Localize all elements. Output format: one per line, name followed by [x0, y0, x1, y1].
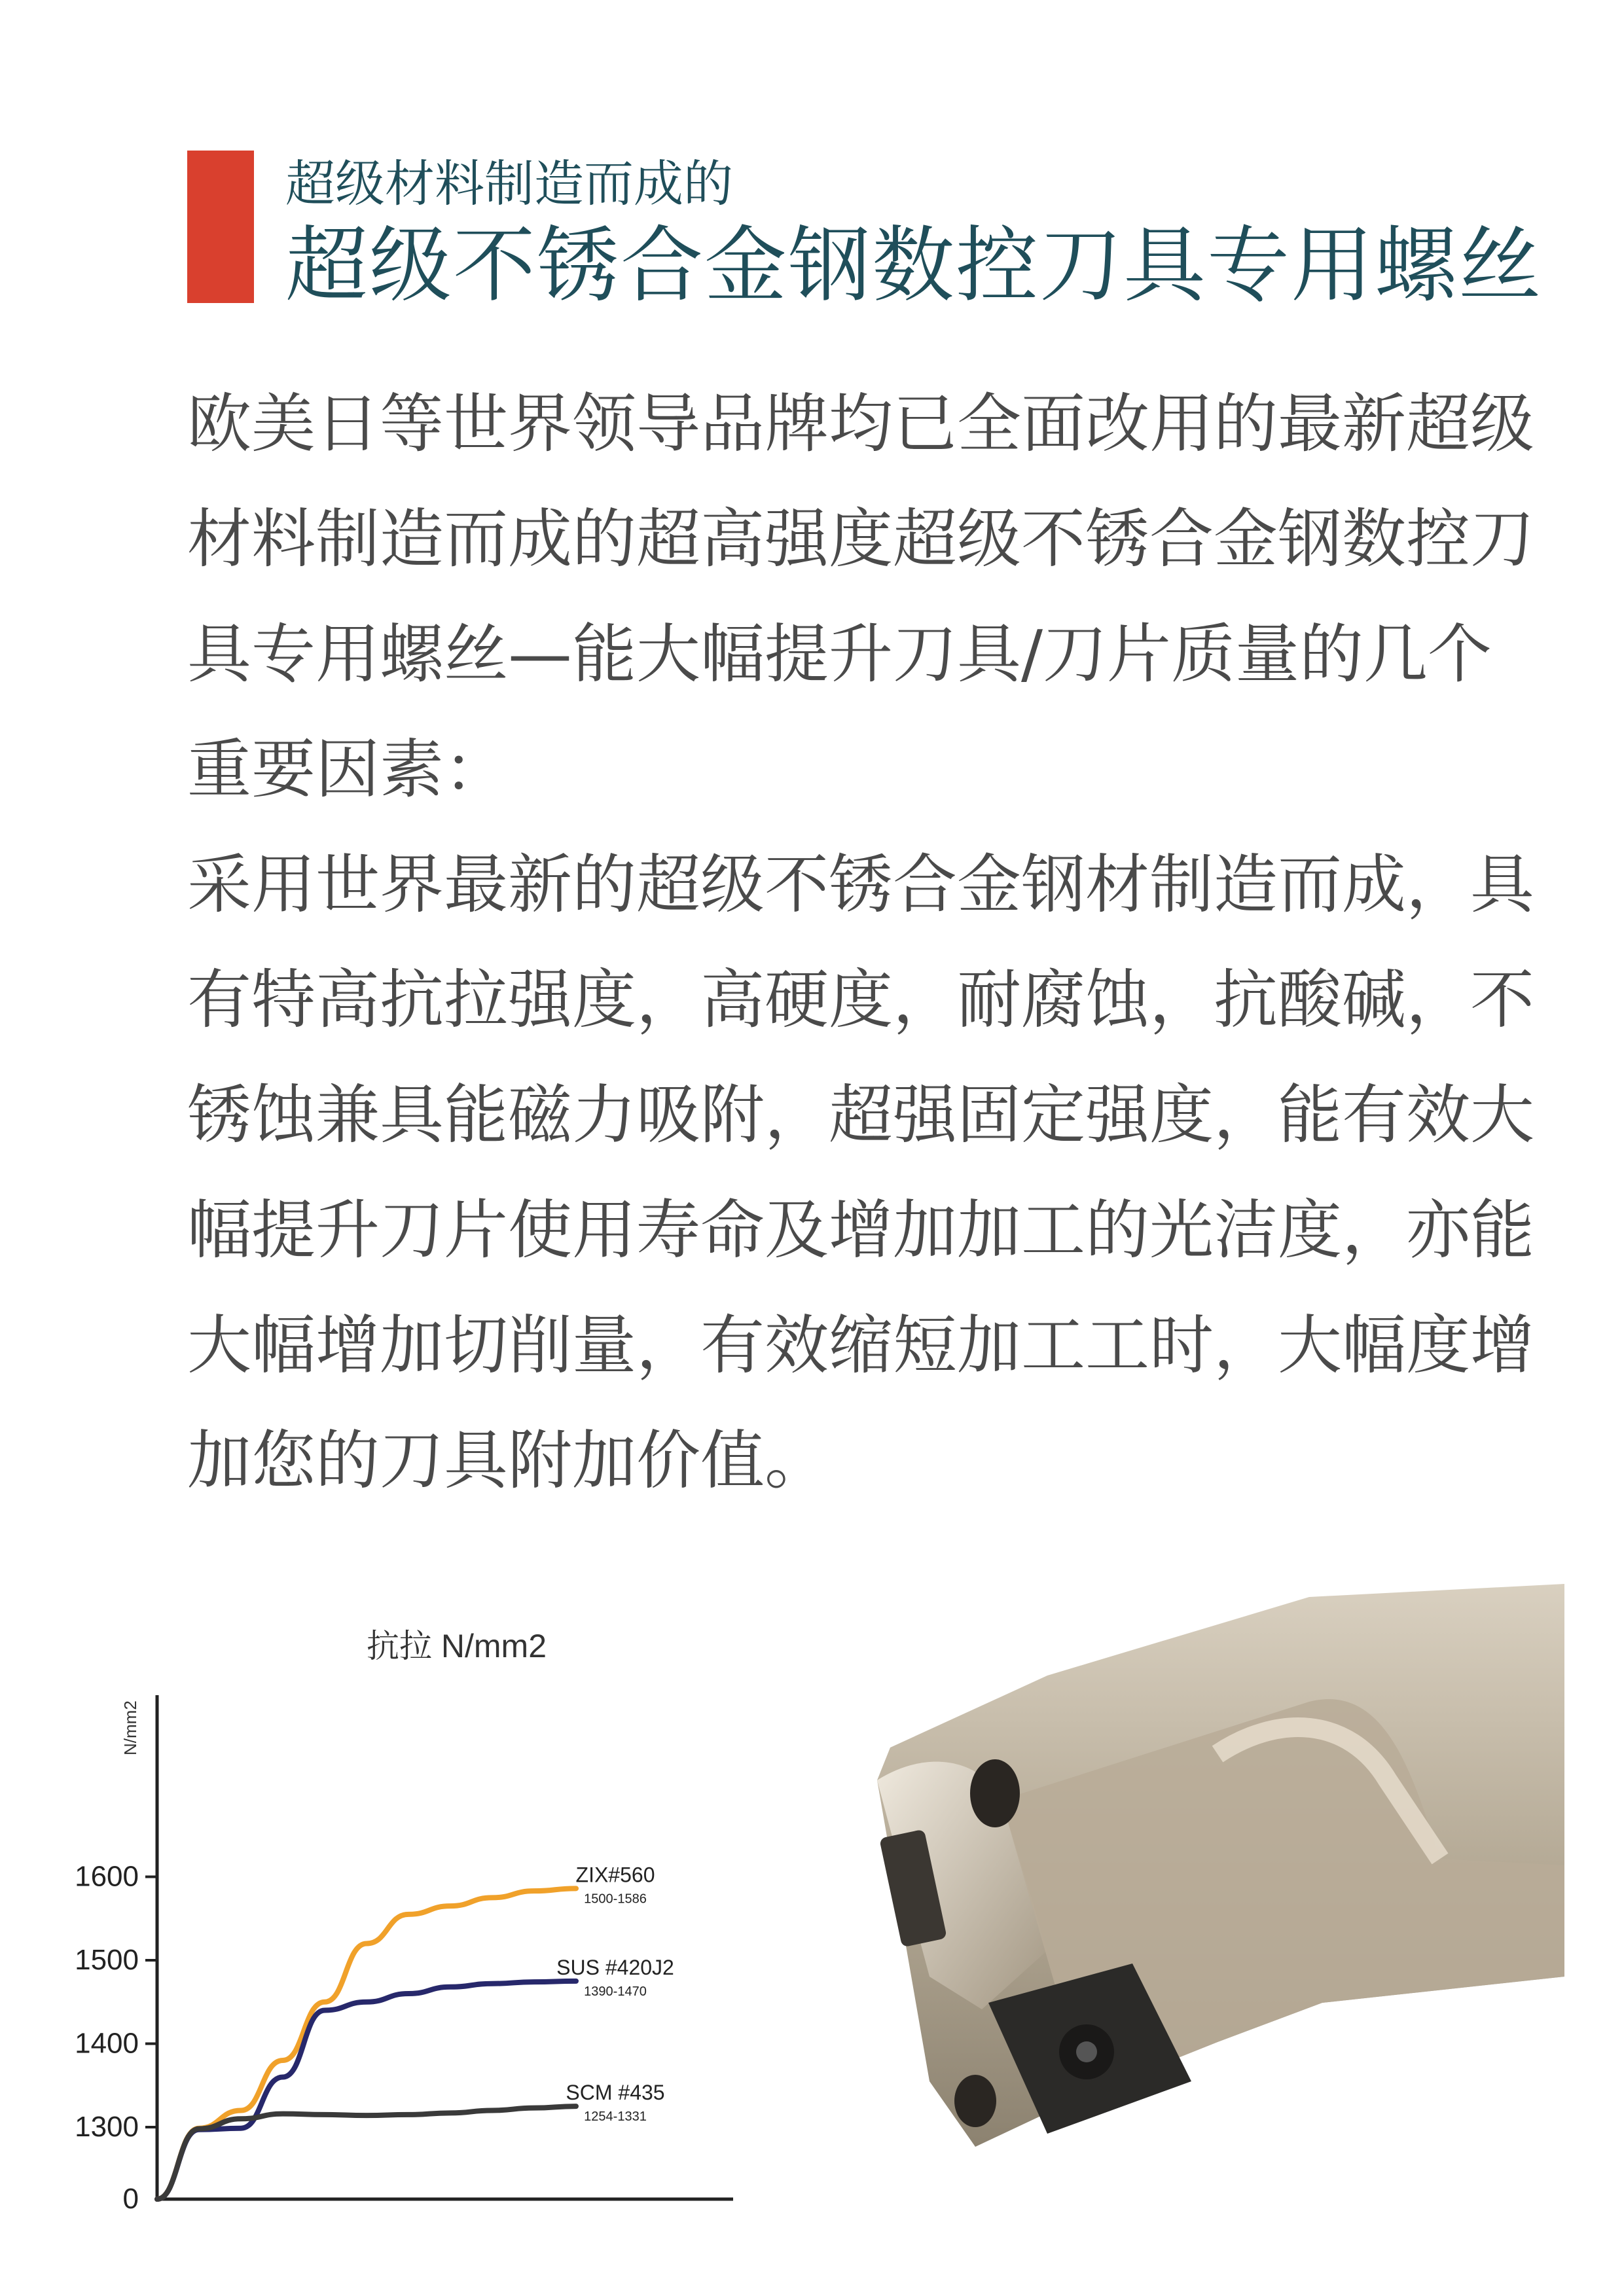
y-tick-label: 1600 — [75, 1860, 139, 1893]
paragraph-features: 采用世界最新的超级不锈合金钢材制造而成，具有特高抗拉强度，高硬度，耐腐蚀，抗酸碱，不锈蚀兼具能磁力吸附，超强固定强度，能有效大幅提升刀片使用寿命及增加加工的光洁度，亦能大幅增加切削量，有效缩短加工工时，大幅度增加您的刀具附加价值。 — [187, 848, 1535, 1498]
series-label: SCM #435 — [566, 2081, 665, 2105]
y-tick-label: 1300 — [75, 2111, 139, 2143]
series-range-label: 1390-1470 — [584, 1984, 647, 1999]
tool-photo — [851, 1584, 1564, 2238]
series-label: SUS #420J2 — [556, 1955, 674, 1979]
chart-title: 抗拉 N/mm2 — [367, 1628, 547, 1664]
body-text — [187, 367, 1549, 1518]
title-accent-bar — [187, 151, 254, 303]
y-axis-label: N/mm2 — [120, 1700, 140, 1755]
y-tick-label: 1500 — [75, 1944, 139, 1976]
page-title: 超级不锈合金钢数控刀具专用螺丝 — [285, 217, 1542, 314]
page-subtitle: 超级材料制造而成的 — [285, 154, 733, 213]
series-line — [157, 1888, 576, 2199]
y-tick-label: 0 — [122, 2183, 139, 2215]
series-line — [157, 1981, 576, 2199]
tensile-strength-chart — [39, 1610, 772, 2238]
series-label: ZIX#560 — [575, 1863, 655, 1887]
series-range-label: 1254-1331 — [584, 2109, 647, 2125]
y-tick-label: 1400 — [75, 2027, 139, 2060]
series-range-label: 1500-1586 — [584, 1892, 647, 1907]
paragraph-intro: 欧美日等世界领导品牌均已全面改用的最新超级材料制造而成的超高强度超级不锈合金钢数控刀具专用螺丝—能大幅提升刀具/刀片质量的几个重要因素： — [187, 387, 1535, 807]
